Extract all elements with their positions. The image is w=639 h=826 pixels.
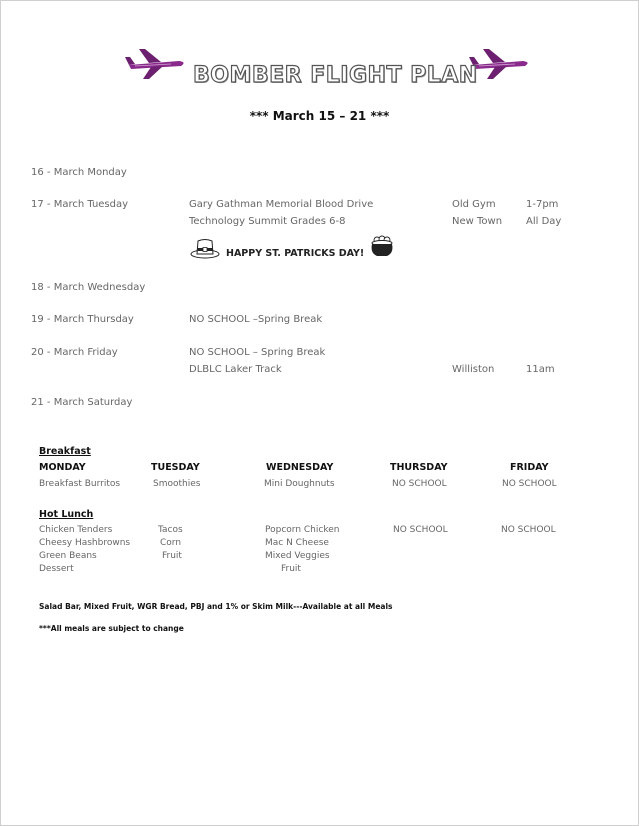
lunch-item: Mixed Veggies bbox=[265, 551, 330, 561]
breakfast-item: Mini Doughnuts bbox=[264, 479, 335, 489]
weekday-header: MONDAY bbox=[39, 462, 86, 473]
weekday-header: THURSDAY bbox=[390, 462, 448, 473]
day-label: 20 - March Friday bbox=[31, 347, 118, 358]
hot-lunch-heading: Hot Lunch bbox=[39, 509, 94, 520]
airplane-icon bbox=[121, 43, 189, 83]
lunch-item: Tacos bbox=[158, 525, 183, 535]
event-location: New Town bbox=[452, 216, 503, 227]
event-name: NO SCHOOL –Spring Break bbox=[189, 314, 323, 325]
lunch-item: Fruit bbox=[281, 564, 301, 574]
event-name: Gary Gathman Memorial Blood Drive bbox=[189, 199, 374, 210]
lunch-item: Fruit bbox=[162, 551, 182, 561]
event-name: DLBLC Laker Track bbox=[189, 364, 282, 375]
lunch-item: NO SCHOOL bbox=[393, 525, 448, 535]
event-time: 1-7pm bbox=[526, 199, 559, 210]
event-name: NO SCHOOL – Spring Break bbox=[189, 347, 326, 358]
event-time: All Day bbox=[526, 216, 562, 227]
lunch-item: Cheesy Hashbrowns bbox=[39, 538, 131, 548]
page-title: BOMBER FLIGHT PLAN bbox=[193, 63, 478, 88]
lunch-item: Corn bbox=[160, 538, 182, 548]
weekday-header: TUESDAY bbox=[151, 462, 200, 473]
event-location: Old Gym bbox=[452, 199, 496, 210]
lunch-item: Dessert bbox=[39, 564, 74, 574]
lunch-item: Chicken Tenders bbox=[39, 525, 113, 535]
day-label: 21 - March Saturday bbox=[31, 397, 133, 408]
event-name: Technology Summit Grades 6-8 bbox=[189, 216, 346, 227]
lunch-item: NO SCHOOL bbox=[501, 525, 556, 535]
salad-bar-note: Salad Bar, Mixed Fruit, WGR Bread, PBJ and 1% or Skim Milk---Available at all Meals bbox=[39, 602, 393, 611]
breakfast-item: Smoothies bbox=[153, 479, 201, 489]
day-label: 17 - March Tuesday bbox=[31, 199, 129, 210]
event-location: Williston bbox=[452, 364, 495, 375]
day-label: 18 - March Wednesday bbox=[31, 282, 146, 293]
holiday-note: HAPPY ST. PATRICKS DAY! bbox=[226, 248, 365, 259]
lunch-item: Green Beans bbox=[39, 551, 97, 561]
breakfast-item: NO SCHOOL bbox=[502, 479, 557, 489]
pot-of-gold-icon bbox=[369, 235, 395, 259]
day-label: 16 - March Monday bbox=[31, 167, 127, 178]
breakfast-item: NO SCHOOL bbox=[392, 479, 447, 489]
breakfast-heading: Breakfast bbox=[39, 446, 91, 457]
lunch-item: Mac N Cheese bbox=[265, 538, 329, 548]
disclaimer-note: ***All meals are subject to change bbox=[39, 624, 184, 633]
lunch-item: Popcorn Chicken bbox=[265, 525, 340, 535]
weekday-header: FRIDAY bbox=[510, 462, 549, 473]
breakfast-item: Breakfast Burritos bbox=[39, 479, 121, 489]
weekday-header: WEDNESDAY bbox=[266, 462, 334, 473]
event-time: 11am bbox=[526, 364, 555, 375]
date-range: *** March 15 – 21 *** bbox=[249, 109, 390, 123]
leprechaun-hat-icon bbox=[189, 237, 221, 259]
day-label: 19 - March Thursday bbox=[31, 314, 134, 325]
